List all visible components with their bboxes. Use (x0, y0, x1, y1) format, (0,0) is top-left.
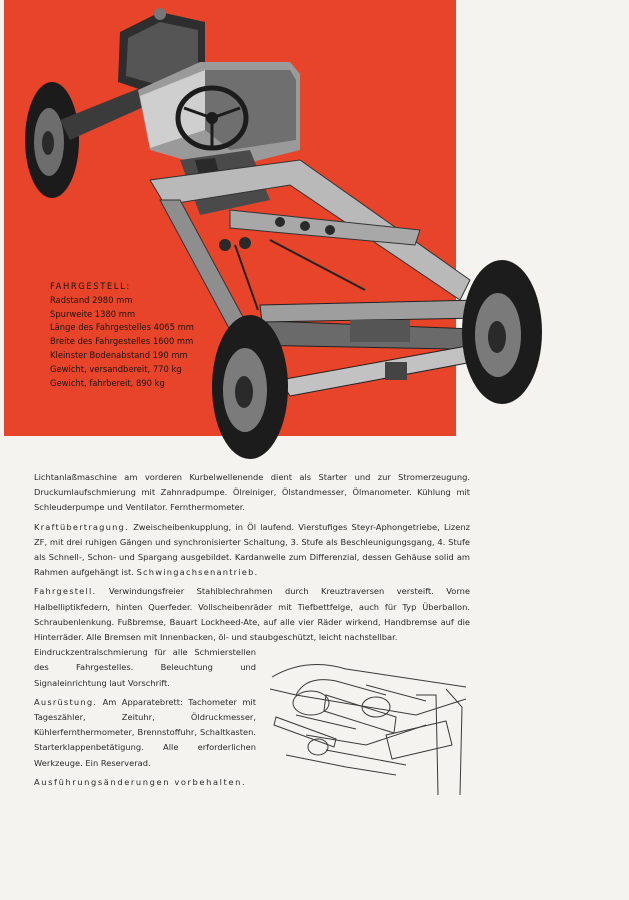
specs-title: FAHRGESTELL: (50, 281, 131, 291)
spec-line: Länge des Fahrgestelles 4065 mm (50, 322, 194, 333)
fahr-paragraph-2: Eindruckzentralschmierung für alle Schmierstellen des Fahrgestelles. Beleuchtung und Signaleinrichtung laut Vorschrift. (34, 647, 256, 688)
fahr-paragraph (34, 584, 470, 645)
aus-paragraph (34, 695, 256, 771)
spec-line: Gewicht, versandbereit, 770 kg (50, 363, 182, 374)
intro-paragraph: Lichtanlaßmaschine am vorderen Kurbelwellenende dient als Starter und zur Stromerzeugung. Druckumlaufschmierung mit Zahnradpumpe. Ölreiniger, Ölstandmesser, Ölmanometer. Kühlung mit Schleuderpumpe und Ventilator. Fernthermometer. (34, 472, 470, 513)
rear-left-wheel (25, 82, 79, 198)
footer-note: Ausführungsänderungen vorbehalten. (34, 776, 247, 787)
kraft-tail: Schwingachsenantrieb. (136, 567, 259, 578)
aus-text: Am Apparatebrett: Tachometer mit Tageszähler, Zeituhr, Öldruckmesser, Kühlerfernthermometer, Brennstoffuhr, Schaltkasten. Starterklappenbetätigung. Alle erforderlichen Werkzeuge. Ein Reserverad. (34, 696, 256, 768)
spec-line: Radstand 2980 mm (50, 294, 133, 305)
front-right-wheel (462, 260, 542, 404)
spec-line: Spurweite 1380 mm (50, 308, 136, 319)
kraft-paragraph (34, 520, 470, 581)
aus-heading: Ausrüstung. (34, 696, 98, 707)
fahr-text: Verwindungsfreier Stahlblechrahmen durch Kreuztraversen versteift. Vorne Halbelliptikfedern, hinten Querfeder. Vollscheibenräder mit Tiefbettfelge, auch für Typ Überballon. Schraubenlenkung. Fußbremse, Bauart Lockheed-Ate, auf alle vier Räder wirkend, Handbremse auf die Hinterräder. Alle Bremsen mit Innenbacken, öl- und staubgeschützt, leicht nachstellbar. (34, 586, 471, 643)
kraft-heading: Kraftübertragung. (34, 521, 129, 532)
spec-line: Gewicht, fahrbereit, 890 kg (50, 377, 165, 388)
spec-line: Breite des Fahrgestelles 1600 mm (50, 336, 194, 347)
spec-line: Kleinster Bodenabstand 190 mm (50, 349, 188, 360)
fahr-heading: Fahrgestell. (34, 586, 97, 597)
drivetrain-sketch (266, 655, 470, 803)
kraft-text: Zweischeibenkupplung, in Öl laufend. Vierstufiges Steyr-Aphongetriebe, Lizenz ZF, mit drei ruhigen Gängen und synchronisierter Schaltung, 3. Stufe als Beschleunigungsgang, 4. Stufe als Schnell-, Schon- und Spargang ausgebildet. Kardanwelle zum Differenzial, dessen Gehäuse solid am Rahmen aufgehängt ist. (34, 521, 470, 578)
chassis-specs (50, 280, 240, 390)
